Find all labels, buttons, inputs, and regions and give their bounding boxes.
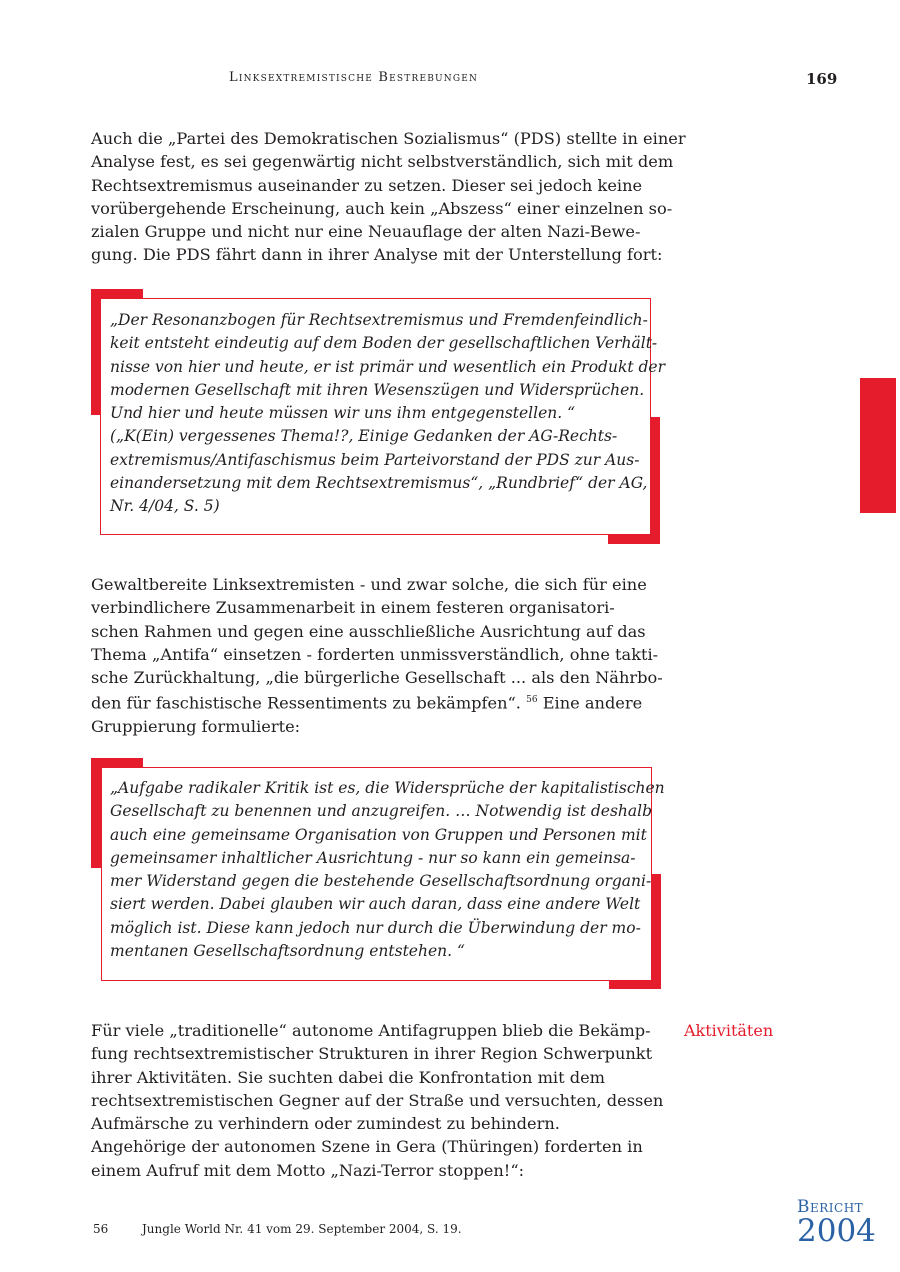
text-line: Analyse fest, es sei gegenwärtig nicht selbstverständlich, sich mit dem — [91, 152, 674, 172]
text-line: Angehörige der autonomen Szene in Gera (Thüringen) forderten in — [91, 1137, 643, 1157]
paragraph-gewalt — [91, 573, 666, 738]
text-line: Aufmärsche zu verhindern oder zumindest zu behindern. — [91, 1114, 560, 1134]
quote-line: Gesellschaft zu benennen und anzugreifen. … Notwendig ist deshalb — [110, 802, 653, 821]
text-line: ihrer Aktivitäten. Sie suchten dabei die Konfrontation mit dem — [91, 1067, 606, 1087]
quote-line: einandersetzung mit dem Rechtsextremismus“, „Rundbrief“ der AG, — [110, 474, 648, 493]
text-line: Gewaltbereite Linksextremisten - und zwar solche, die sich für eine — [91, 575, 647, 594]
quote-line: modernen Gesellschaft mit ihren Wesenszügen und Widersprüchen. — [110, 380, 645, 399]
quote-line: gemeinsamer inhaltlicher Ausrichtung - nur so kann ein gemeinsa- — [110, 848, 636, 867]
text-line: Rechtsextremismus auseinander zu setzen. Dieser sei jedoch keine — [91, 175, 643, 195]
quote-line: nisse von hier und heute, er ist primär und wesentlich ein Produkt der — [110, 357, 666, 376]
text-fragment: den für faschistische Ressentiments zu bekämpfen“. — [91, 693, 521, 713]
text-line: schen Rahmen und gegen eine ausschließliche Ausrichtung auf das — [91, 621, 646, 641]
text-line: fung rechtsextremistischer Strukturen in ihrer Region Schwerpunkt — [91, 1044, 653, 1064]
text-line: Auch die „Partei des Demokratischen Sozialismus“ (PDS) stellte in einer — [91, 129, 686, 148]
footnote-text: Jungle World Nr. 41 vom 29. September 2004, S. 19. — [142, 1222, 462, 1236]
text-line: Thema „Antifa“ einsetzen - forderten unmissverständlich, ohne takti- — [91, 644, 659, 664]
quote-line: möglich ist. Diese kann jedoch nur durch die Überwindung der mo- — [110, 918, 641, 937]
text-line — [91, 689, 666, 715]
paragraph-intro — [91, 127, 686, 267]
quote-line: keit entsteht eindeutig auf dem Boden der gesellschaftlichen Verhält- — [110, 334, 658, 353]
paragraph-antifa — [91, 1019, 666, 1182]
text-line: vorübergehende Erscheinung, auch kein „Abszess“ einer einzelnen so- — [91, 198, 673, 218]
text-line: rechtsextremistischen Gegner auf der Straße und versuchten, dessen — [91, 1090, 664, 1110]
margin-label-aktivitaeten: Aktivitäten — [684, 1021, 774, 1040]
page-number: 169 — [806, 70, 838, 88]
quote-line: „Der Resonanzbogen für Rechtsextremismus und Fremdenfeindlich- — [110, 311, 648, 329]
footnote-number: 56 — [93, 1222, 109, 1236]
quote-line: Und hier und heute müssen wir uns ihm entgegenstellen. “ — [110, 404, 576, 423]
quote-text — [110, 777, 665, 963]
quote-line: Nr. 4/04, S. 5) — [110, 497, 220, 516]
footnote-reference: 56 — [526, 695, 538, 706]
chapter-tab-marker — [860, 378, 896, 513]
text-line: Für viele „traditionelle“ autonome Antifagruppen blieb die Bekämp- — [91, 1021, 651, 1040]
text-fragment: Eine andere — [537, 693, 643, 713]
quote-line: extremismus/Antifaschismus beim Parteivorstand der PDS zur Aus- — [110, 450, 640, 469]
text-line: sche Zurückhaltung, „die bürgerliche Gesellschaft ... als den Nährbo- — [91, 668, 663, 688]
quote-line: mentanen Gesellschaftsordnung entstehen. “ — [110, 942, 465, 961]
text-line: zialen Gruppe und nicht nur eine Neuauflage der alten Nazi-Bewe- — [91, 222, 641, 242]
report-brand-logo — [797, 1197, 876, 1249]
text-line: verbindlichere Zusammenarbeit in einem festeren organisatori- — [91, 598, 615, 618]
brand-year: 2004 — [797, 1213, 876, 1249]
text-line: Gruppierung formulierte: — [91, 717, 301, 737]
text-line: einem Aufruf mit dem Motto „Nazi-Terror stoppen!“: — [91, 1160, 525, 1180]
quote-line: („K(Ein) vergessenes Thema!?, Einige Gedanken der AG-Rechts- — [110, 427, 618, 446]
running-header: Linksextremistische Bestrebungen — [229, 70, 479, 85]
quote-line: siert werden. Dabei glauben wir auch daran, dass eine andere Welt — [110, 895, 641, 914]
quote-line: mer Widerstand gegen die bestehende Gesellschaftsordnung organi- — [110, 872, 652, 891]
brand-word: Bericht — [797, 1197, 864, 1217]
quote-line: „Aufgabe radikaler Kritik ist es, die Widersprüche der kapitalistischen — [110, 779, 665, 797]
text-line: gung. Die PDS fährt dann in ihrer Analyse mit der Unterstellung fort: — [91, 245, 663, 265]
quote-line: auch eine gemeinsame Organisation von Gruppen und Personen mit — [110, 825, 647, 844]
quote-text — [110, 309, 665, 519]
